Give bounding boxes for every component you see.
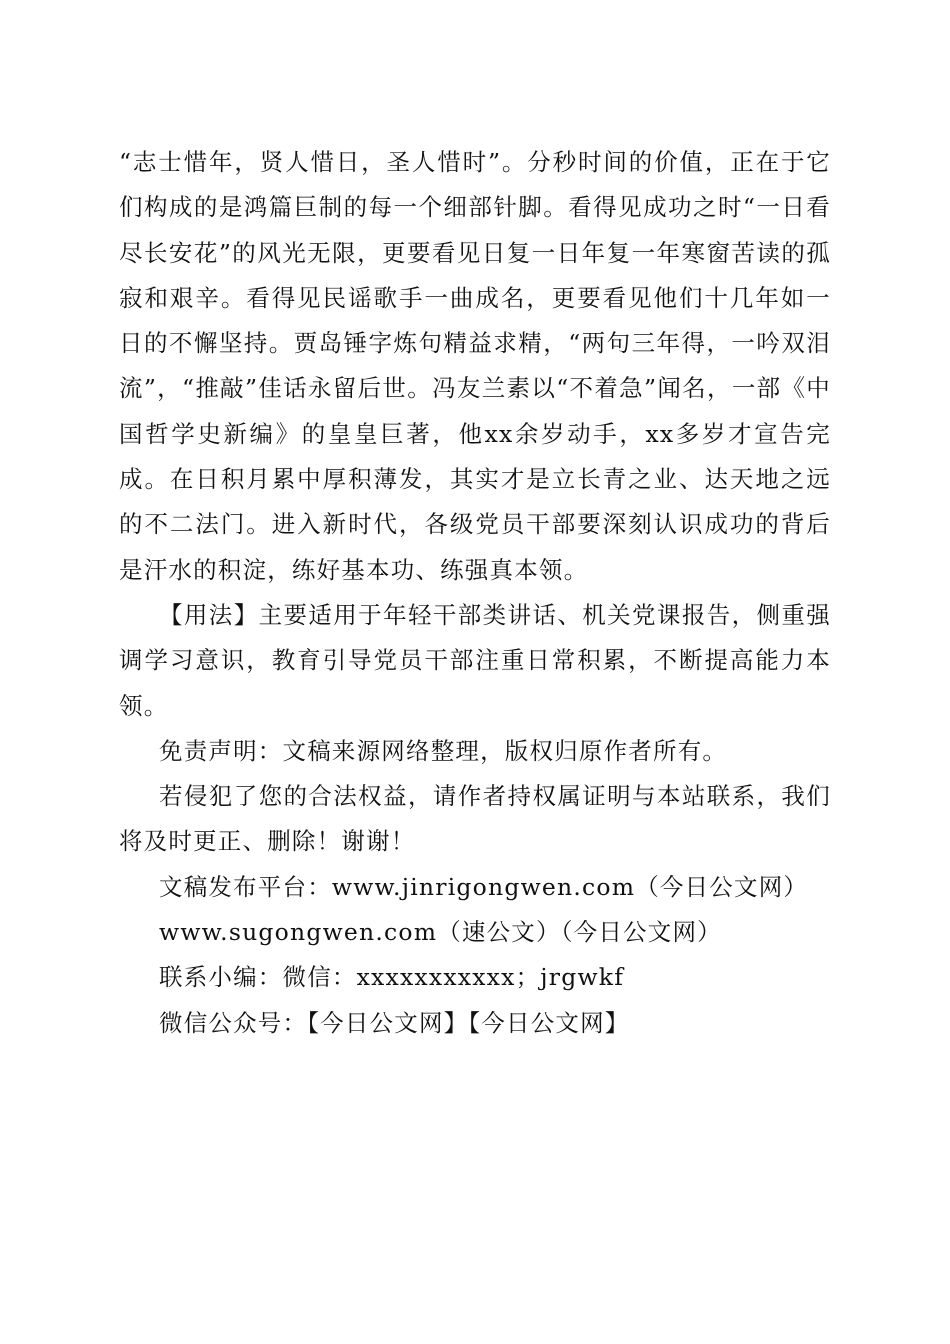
body-paragraph-main: “志士惜年，贤人惜日，圣人惜时”。分秒时间的价值，正在于它们构成的是鸿篇巨制的每一个细部针脚。看得见成功之时“一日看尽长安花”的风光无限，更要看见日复一日年复一年寒窗苦读的孤寂和艰辛。看得见民谣歌手一曲成名，更要看见他们十几年如一日的不懈坚持。贾岛锤字炼句精益求精，“两句三年得，一吟双泪流”，“推敲”佳话永留后世。冯友兰素以“不着急”闻名，一部《中国哲学史新编》的皇皇巨著，他xx余岁动手，xx多岁才宣告完成。在日积月累中厚积薄发，其实才是立长青之业、达天地之远的不二法门。进入新时代，各级党员干部要深刻认识成功的背后是汗水的积淀，练好基本功、练强真本领。 bbox=[119, 148, 831, 584]
website-line: www.sugongwen.com（速公文）（今日公文网） bbox=[159, 918, 722, 947]
document-body bbox=[119, 140, 831, 1046]
infringement-notice-paragraph: 若侵犯了您的合法权益，请作者持权属证明与本站联系，我们将及时更正、删除！谢谢！ bbox=[119, 782, 831, 856]
disclaimer-paragraph: 免责声明：文稿来源网络整理，版权归原作者所有。 bbox=[159, 736, 728, 765]
usage-paragraph: 【用法】主要适用于年轻干部类讲话、机关党课报告，侧重强调学习意识，教育引导党员干部注重日常积累，不断提高能力本领。 bbox=[119, 600, 831, 720]
contact-editor-line: 联系小编：微信：xxxxxxxxxxx；jrgwkf bbox=[159, 963, 625, 992]
wechat-account-line: 微信公众号：【今日公文网】【今日公文网】 bbox=[159, 1008, 630, 1037]
publish-platform-line: 文稿发布平台：www.jinrigongwen.com（今日公文网） bbox=[159, 872, 809, 901]
